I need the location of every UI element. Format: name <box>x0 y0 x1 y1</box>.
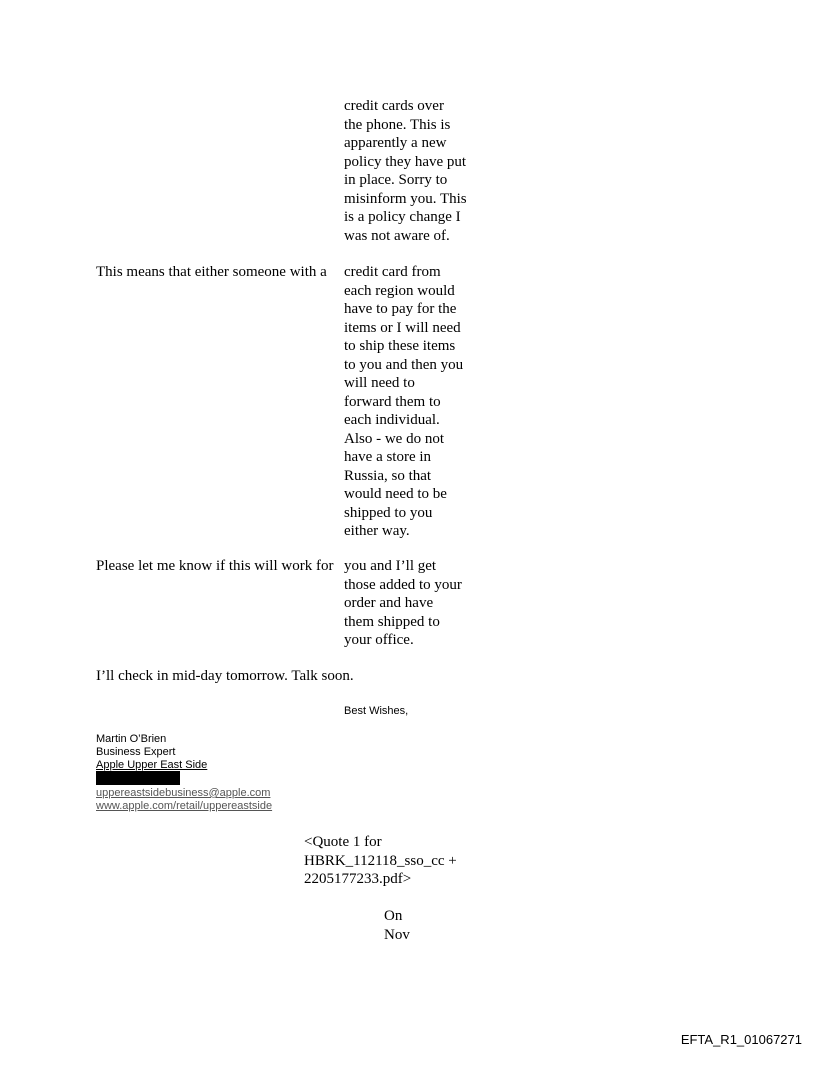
text-line: each individual. <box>344 412 440 428</box>
text-line: them shipped to <box>344 613 440 630</box>
redaction-bar <box>96 771 180 785</box>
signature-title: Business Expert <box>96 746 176 758</box>
text-line: HBRK_112118_sso_cc + <box>304 852 457 869</box>
text-line: in place. Sorry to <box>344 172 448 188</box>
signature-links <box>96 787 272 813</box>
text-line: you and I’ll get <box>344 558 437 574</box>
text-line: the phone. This is <box>344 116 451 133</box>
text-line: items or I will need <box>344 319 461 336</box>
text-line: misinform you. This <box>344 190 467 207</box>
text-line: those added to your <box>344 576 462 593</box>
text-line: Please let me know if this will work for <box>96 558 334 574</box>
best-wishes: Best Wishes, <box>344 705 409 717</box>
text-line: to ship these items <box>344 338 456 354</box>
text-line: either way. <box>344 523 410 539</box>
text-line: would need to be <box>344 486 447 502</box>
text-line: shipped to you <box>344 504 433 521</box>
email-signature <box>96 733 207 772</box>
text-line: credit cards over <box>344 98 444 114</box>
text-line: to you and then you <box>344 356 464 373</box>
text-line: credit card from <box>344 264 441 280</box>
attachment-reference <box>304 833 457 889</box>
text-line: This means that either someone with a <box>96 264 327 280</box>
closing-line: I’ll check in mid-day tomorrow. Talk soon. <box>96 668 354 684</box>
text-line: forward them to <box>344 393 441 410</box>
text-line: your office. <box>344 632 414 648</box>
text-line: Russia, so that <box>344 467 432 484</box>
text-line: <Quote 1 for <box>304 834 382 850</box>
text-line: was not aware of. <box>344 227 450 244</box>
text-line: have a store in <box>344 449 432 465</box>
signature-name: Martin O’Brien <box>96 733 167 745</box>
message-paragraph-2 <box>344 263 463 541</box>
text-line: apparently a new <box>344 135 447 151</box>
text-line: 2205177233.pdf> <box>304 871 412 887</box>
quoted-header-fragment <box>384 907 410 944</box>
text-line: On <box>384 908 403 924</box>
message-paragraph-3 <box>344 557 462 650</box>
text-line: have to pay for the <box>344 301 457 317</box>
message-paragraph-1 <box>344 97 467 245</box>
text-line: order and have <box>344 595 434 611</box>
text-line: is a policy change I <box>344 209 461 225</box>
text-line: Also - we do not <box>344 430 444 447</box>
message-paragraph-2-lead <box>96 263 327 282</box>
text-line: Nov <box>384 926 410 943</box>
document-id: EFTA_R1_01067271 <box>680 1032 802 1047</box>
signature-email-link[interactable]: uppereastsidebusiness@apple.com <box>96 787 271 799</box>
text-line: will need to <box>344 375 415 391</box>
signature-website-link[interactable]: www.apple.com/retail/uppereastside <box>96 800 273 812</box>
text-line: policy they have put <box>344 153 467 170</box>
signature-store: Apple Upper East Side <box>96 759 208 771</box>
text-line: each region would <box>344 282 455 299</box>
message-paragraph-3-lead <box>96 557 333 576</box>
